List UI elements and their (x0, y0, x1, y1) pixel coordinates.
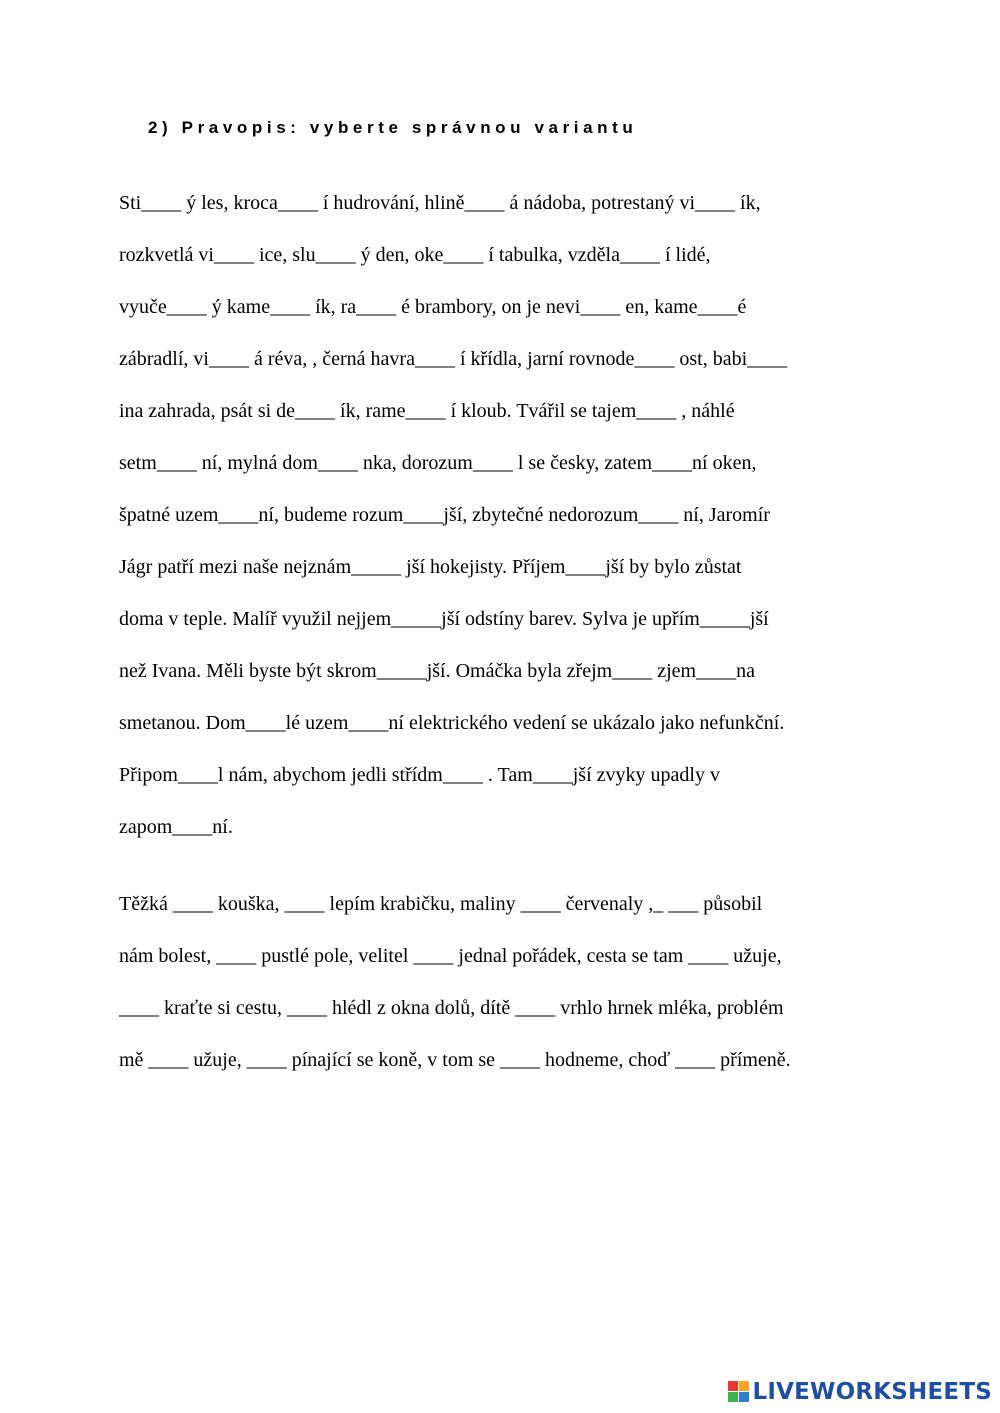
text-line: zábradlí, vi____ á réva, , černá havra____ í křídla, jarní rovnode____ ost, babi____ (119, 348, 788, 370)
text-line: Jágr patří mezi naše nejznám_____ jší hokejisty. Příjem____jší by bylo zůstat (119, 556, 742, 578)
text-line: zapom____ní. (119, 816, 233, 838)
exercise-heading: 2) Pravopis: vyberte správnou variantu (148, 118, 638, 137)
logo-square-green (728, 1392, 738, 1402)
text-line: rozkvetlá vi____ ice, slu____ ý den, oke____ í tabulka, vzděla____ í lidé, (119, 244, 711, 266)
text-line: smetanou. Dom____lé uzem____ní elektrického vedení se ukázalo jako nefunkční. (119, 712, 785, 734)
text-line: nám bolest, ____ pustlé pole, velitel ____ jednal pořádek, cesta se tam ____ užuje, (119, 945, 782, 967)
logo-text: LIVEWORKSHEETS (752, 1379, 992, 1405)
text-line: ____ kraťte si cestu, ____ hlédl z okna dolů, dítě ____ vrhlo hrnek mléka, problém (119, 997, 784, 1019)
logo-square-orange (739, 1381, 749, 1391)
text-line: Připom____l nám, abychom jedli střídm____ . Tam____jší zvyky upadly v (119, 764, 720, 786)
logo-square-blue (739, 1392, 749, 1402)
text-line: špatné uzem____ní, budeme rozum____jší, zbytečné nedorozum____ ní, Jaromír (119, 504, 770, 526)
text-line: než Ivana. Měli byste být skrom_____jší. Omáčka byla zřejm____ zjem____na (119, 660, 755, 682)
text-line: mě ____ užuje, ____ pínající se koně, v tom se ____ hodneme, choď ____ přímeně. (119, 1049, 791, 1071)
liveworksheets-logo (728, 1379, 992, 1405)
text-line: vyuče____ ý kame____ ík, ra____ é brambory, on je nevi____ en, kame____é (119, 296, 747, 318)
text-line: doma v teple. Malíř využil nejjem_____jší odstíny barev. Sylva je upřím_____jší (119, 608, 769, 630)
logo-square-red (728, 1381, 738, 1391)
text-line: setm____ ní, mylná dom____ nka, dorozum____ l se česky, zatem____ní oken, (119, 452, 757, 474)
text-line: Sti____ ý les, kroca____ í hudrování, hlině____ á nádoba, potrestaný vi____ ík, (119, 192, 761, 214)
text-line: ina zahrada, psát si de____ ík, rame____ í kloub. Tvářil se tajem____ , náhlé (119, 400, 735, 422)
logo-squares-icon (728, 1381, 750, 1403)
text-line: Těžká ____ kouška, ____ lepím krabičku, maliny ____ červenaly ,_ ___ působil (119, 893, 763, 915)
